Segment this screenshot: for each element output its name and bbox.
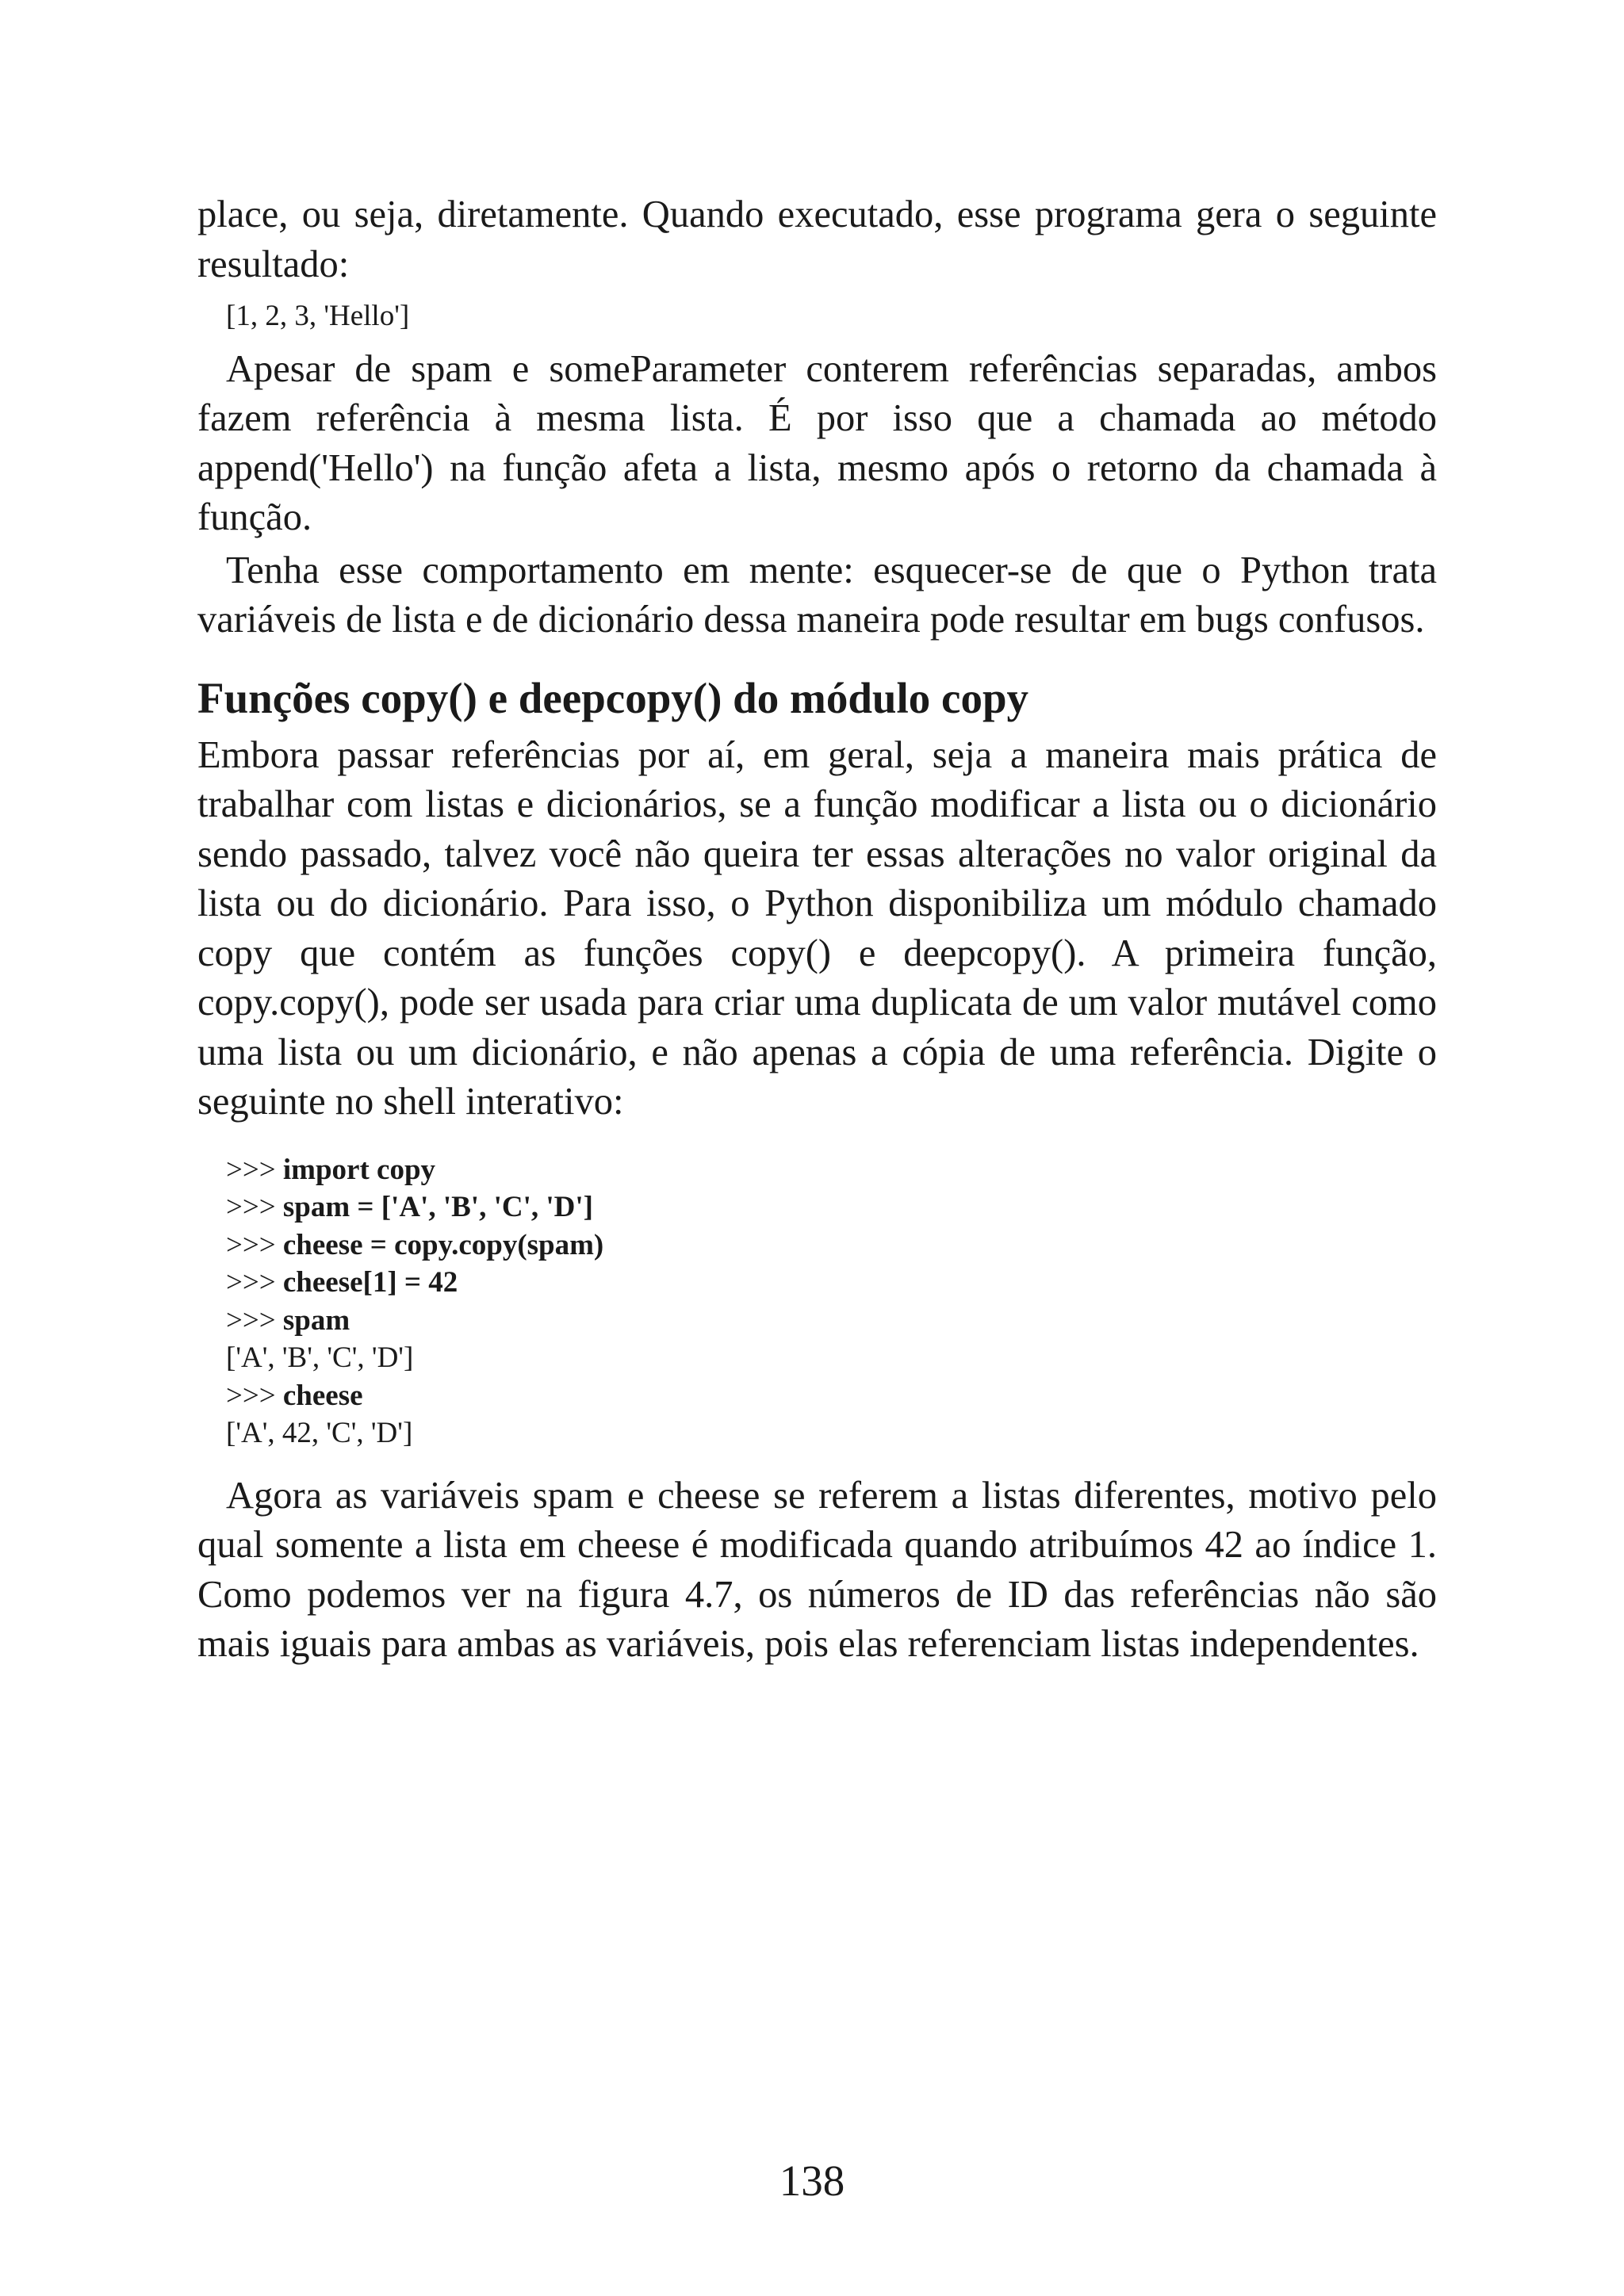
code-line <box>226 1377 1437 1415</box>
code-prompt: >>> <box>226 1228 283 1261</box>
paragraph-embora: Embora passar referências por aí, em geral, seja a maneira mais prática de trabalhar com listas e dicionários, se a função modificar a lista ou o dicionário sendo passado, talvez você não queira ter essas alterações no valor original da lista ou do dicionário. Para isso, o Python disponibiliza um módulo chamado copy que contém as funções copy() e deepcopy(). A primeira função, copy.copy(), pode ser usada para criar uma duplicata de um valor mutável como uma lista ou um dicionário, e não apenas a cópia de uma referência. Digite o seguinte no shell interativo: <box>197 733 1437 1123</box>
code-prompt: >>> <box>226 1153 283 1186</box>
paragraph-agora: Agora as variáveis spam e cheese se referem a listas diferentes, motivo pelo qual somente a lista em cheese é modificada quando atribuímos 42 ao índice 1. Como podemos ver na figura 4.7, os números de ID das referências não são mais iguais para ambas as variáveis, pois elas referenciam listas independentes. <box>197 1474 1437 1665</box>
paragraph-tenha: Tenha esse comportamento em mente: esquecer-se de que o Python trata variáveis de lista e de dicionário dessa maneira pode resultar em bugs confusos. <box>197 549 1437 641</box>
code-line <box>226 1339 1437 1377</box>
code-input: cheese = copy.copy(spam) <box>282 1228 604 1261</box>
code-output-hello <box>197 297 1437 335</box>
section-heading: Funções copy() e deepcopy() do módulo copy <box>197 673 1029 722</box>
code-output: ['A', 42, 'C', 'D'] <box>226 1417 413 1449</box>
code-input: spam <box>282 1303 350 1337</box>
code-prompt: >>> <box>226 1303 283 1337</box>
code-input: import copy <box>282 1153 436 1186</box>
code-line <box>226 1302 1437 1340</box>
code-output-line: [1, 2, 3, 'Hello'] <box>226 300 410 332</box>
page-number: 138 <box>779 2156 845 2205</box>
code-line <box>226 1188 1437 1226</box>
code-input: cheese[1] = 42 <box>282 1266 458 1299</box>
code-input: spam = ['A', 'B', 'C', 'D'] <box>282 1191 593 1223</box>
code-line <box>226 1264 1437 1302</box>
code-line <box>226 1414 1437 1452</box>
code-line <box>226 1151 1437 1189</box>
paragraph-apesar: Apesar de spam e someParameter conterem referências separadas, ambos fazem referência à mesma lista. É por isso que a chamada ao método append('Hello') na função afeta a lista, mesmo após o retorno da chamada à função. <box>197 347 1437 538</box>
code-prompt: >>> <box>226 1266 283 1299</box>
paragraph-intro: place, ou seja, diretamente. Quando executado, esse programa gera o seguinte resultado: <box>197 193 1437 285</box>
page-body <box>197 190 1437 1670</box>
code-prompt: >>> <box>226 1379 283 1412</box>
code-block-copy <box>197 1151 1437 1452</box>
code-input: cheese <box>282 1379 363 1412</box>
code-output: ['A', 'B', 'C', 'D'] <box>226 1341 414 1374</box>
code-prompt: >>> <box>226 1191 283 1223</box>
code-line <box>226 1226 1437 1265</box>
